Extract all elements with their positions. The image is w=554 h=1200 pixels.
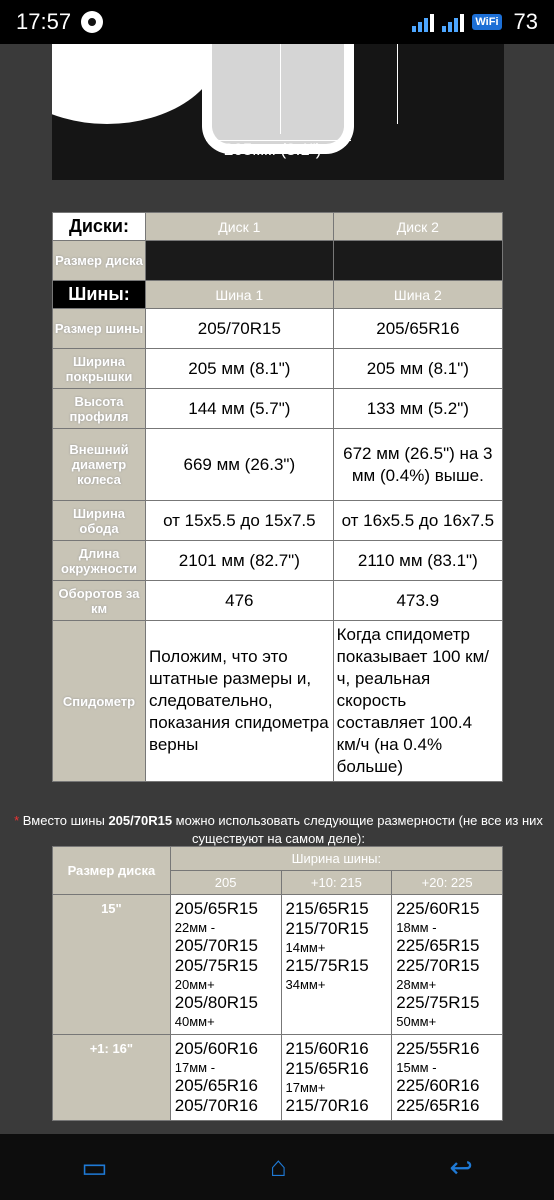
- row-label: Ширина обода: [53, 501, 146, 541]
- home-icon[interactable]: ⌂: [270, 1151, 287, 1182]
- tyre-size-link: 215/65R16: [285, 1059, 369, 1078]
- tyre-size-link: 225/65R15: [396, 936, 480, 955]
- tyre-size-link: 215/65R15: [285, 899, 369, 918]
- tyres-heading: Шины:: [53, 281, 146, 309]
- tyre-size-link: 225/65R16: [396, 1096, 480, 1115]
- tyre-size-link: 205/60R16: [174, 1039, 258, 1058]
- note-text: Вместо шины: [19, 813, 109, 828]
- tyre-size-link: 215/60R16: [285, 1039, 369, 1058]
- diameter-diff: 20мм+: [174, 977, 215, 992]
- wifi-icon: WiFi: [472, 14, 501, 30]
- rim-size-2: [333, 241, 502, 281]
- tyre-diagram: [52, 44, 504, 180]
- rim-size-header: Размер диска: [53, 847, 171, 895]
- diameter-diff: 34мм+: [285, 977, 326, 992]
- recent-apps-icon[interactable]: ▭: [81, 1151, 108, 1183]
- tyre-size-link: 205/65R16: [174, 1076, 258, 1095]
- tyre-size-link: 205/70R16: [174, 1096, 258, 1115]
- tyre-size-link: 225/75R15: [396, 993, 480, 1012]
- width-col-header: +20: 225: [392, 871, 503, 895]
- tyre-comparison-table: [52, 212, 503, 782]
- tyre2-value: 672 мм (26.5") на 3 мм (0.4%) выше.: [333, 429, 502, 501]
- rim-size-cell: +1: 16": [53, 1035, 171, 1121]
- alternative-sizes-cell: [392, 895, 503, 1035]
- tyre-diagram-wheel-shape: [52, 44, 222, 124]
- nav-bar: [0, 1134, 554, 1200]
- tyre-size-link: 225/60R15: [396, 899, 480, 918]
- alternatives-note: [6, 812, 551, 848]
- tyre-size-link: 205/65R15: [174, 899, 258, 918]
- tyre-width-header: Ширина шины:: [170, 847, 502, 871]
- rim-size-cell: 15": [53, 895, 171, 1035]
- tyre-size-link: 225/70R15: [396, 956, 480, 975]
- tyre2-value: от 16x5.5 до 16x7.5: [333, 501, 502, 541]
- tyre-size-link: 205/80R15: [174, 993, 258, 1012]
- tyre2-value: 133 мм (5.2"): [333, 389, 502, 429]
- tyre2-value: Когда спидометр показывает 100 км/ч, реальная скорость составляет 100.4 км/ч (на 0.4% больше): [333, 621, 502, 782]
- signal-icon-2: [442, 12, 464, 32]
- tyre1-value: 205 мм (8.1"): [146, 349, 334, 389]
- tyre1-value: Положим, что это штатные размеры и, следовательно, показания спидометра верны: [146, 621, 334, 782]
- diameter-diff: 40мм+: [174, 1014, 215, 1029]
- tyre1-value: 669 мм (26.3"): [146, 429, 334, 501]
- tyre-size-link: 205/75R15: [174, 956, 258, 975]
- tyre2-value: 2110 мм (83.1"): [333, 541, 502, 581]
- diameter-diff: 14мм+: [285, 940, 326, 955]
- alternative-sizes-cell: [281, 1035, 392, 1121]
- status-time: 17:57: [16, 9, 72, 34]
- tyre-size-link: 225/60R16: [396, 1076, 480, 1095]
- note-asterisk: *: [14, 813, 20, 828]
- row-label: Высота профиля: [53, 389, 146, 429]
- diameter-diff: 17мм -: [174, 1060, 216, 1075]
- alternative-sizes-cell: [392, 1035, 503, 1121]
- tyre-size-link: 205/70R15: [174, 936, 258, 955]
- row-label: Длина окружности: [53, 541, 146, 581]
- rim-size-label: Размер диска: [53, 241, 146, 281]
- diameter-diff: 22мм -: [174, 920, 216, 935]
- tyre-size-link: 225/55R16: [396, 1039, 480, 1058]
- alternatives-table: [52, 846, 503, 1121]
- alternative-sizes-cell: [170, 895, 281, 1035]
- width-col-header: +10: 215: [281, 871, 392, 895]
- diameter-diff: 28мм+: [396, 977, 437, 992]
- tyre1-value: 205/70R15: [146, 309, 334, 349]
- tyre1-value: 476: [146, 581, 334, 621]
- rim-size-1: [146, 241, 334, 281]
- row-label: Спидометр: [53, 621, 146, 782]
- signal-icon: [412, 12, 434, 32]
- tyre-size-link: 215/70R16: [285, 1096, 369, 1115]
- status-bar: [0, 0, 554, 44]
- row-label: Размер шины: [53, 309, 146, 349]
- tyre2-value: 473.9: [333, 581, 502, 621]
- back-icon[interactable]: ↩: [449, 1151, 473, 1183]
- tyre1-value: 2101 мм (82.7"): [146, 541, 334, 581]
- diameter-diff: 15мм -: [396, 1060, 437, 1075]
- dimension-line-vertical: [397, 44, 398, 124]
- diameter-diff: 17мм+: [285, 1080, 326, 1095]
- row-label: Внешний диаметр колеса: [53, 429, 146, 501]
- tyre1-value: 144 мм (5.7"): [146, 389, 334, 429]
- wheel1-heading: Диск 1: [146, 213, 334, 241]
- page-content[interactable]: [0, 44, 554, 1134]
- wheels-heading: Диски:: [53, 213, 146, 241]
- battery-level: 73: [513, 9, 538, 34]
- tyre-profile-shape: [202, 44, 354, 154]
- diameter-diff: 18мм -: [396, 920, 437, 935]
- note-text-2: можно использовать следующие размерности (не все из них существуют на самом деле):: [172, 813, 543, 846]
- tyre2-value: 205/65R16: [333, 309, 502, 349]
- tyre1-heading: Шина 1: [146, 281, 334, 309]
- whatsapp-icon: [81, 11, 103, 33]
- alternative-sizes-cell: [281, 895, 392, 1035]
- tyre2-heading: Шина 2: [333, 281, 502, 309]
- diameter-diff: 50мм+: [396, 1014, 437, 1029]
- tyre1-value: от 15x5.5 до 15x7.5: [146, 501, 334, 541]
- tyre-width-label: 205мм (8.1"): [224, 140, 322, 159]
- tyre-size-link: 215/70R15: [285, 919, 369, 938]
- note-tyre: 205/70R15: [108, 813, 173, 828]
- wheel2-heading: Диск 2: [333, 213, 502, 241]
- tyre-size-link: 215/75R15: [285, 956, 369, 975]
- tyre2-value: 205 мм (8.1"): [333, 349, 502, 389]
- row-label: Ширина покрышки: [53, 349, 146, 389]
- row-label: Оборотов за км: [53, 581, 146, 621]
- alternative-sizes-cell: [170, 1035, 281, 1121]
- width-col-header: 205: [170, 871, 281, 895]
